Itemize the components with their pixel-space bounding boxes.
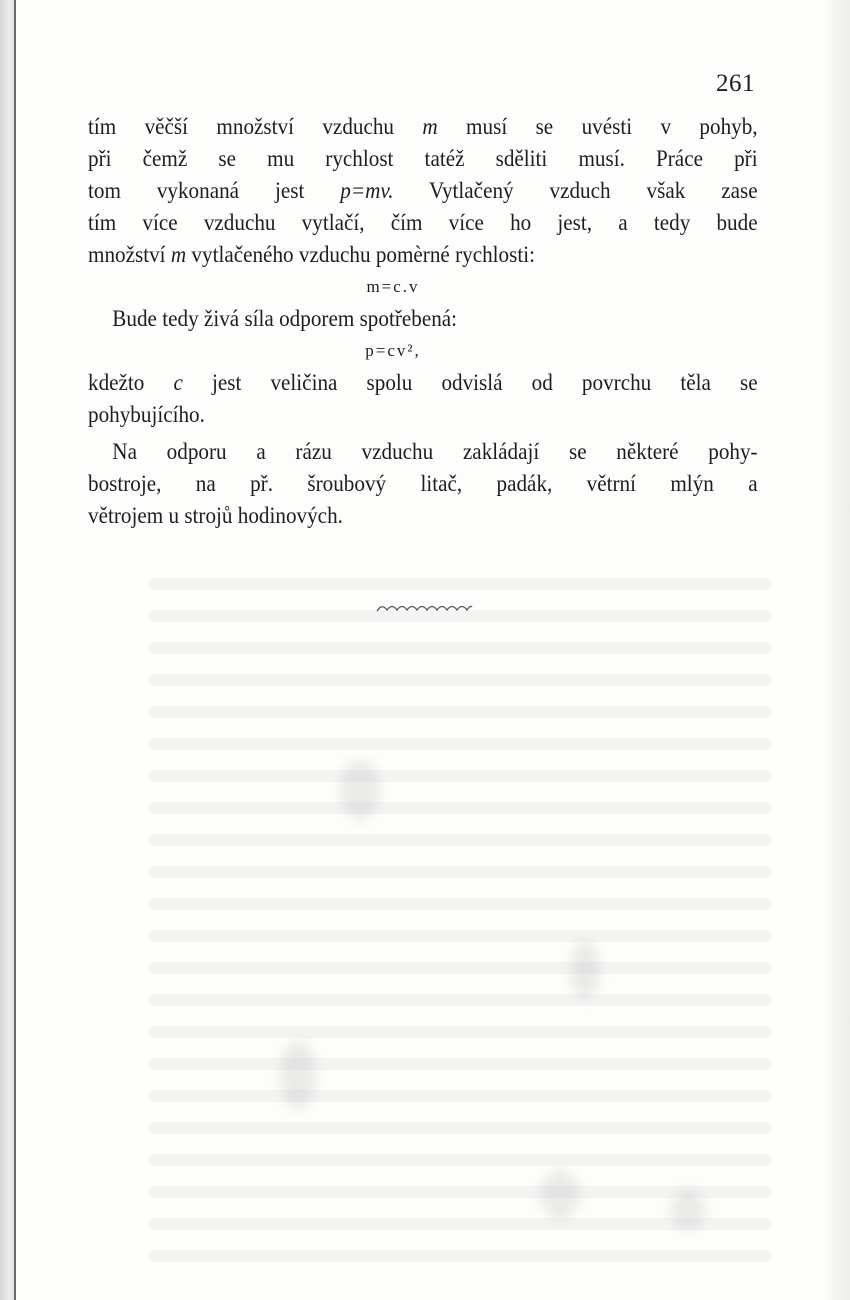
- paper-stain: [340, 760, 380, 820]
- body-text: [88, 111, 758, 532]
- text-line: Bude tedy živá síla odporem spotřebená:: [112, 306, 458, 332]
- paper-stain: [280, 1040, 316, 1110]
- text-line: větrojem u strojů hodinových.: [88, 503, 343, 529]
- text-line: pohybujícího.: [88, 402, 205, 428]
- page-number: 261: [716, 70, 755, 97]
- variable-c: c: [173, 370, 183, 396]
- text-line: množství m vytlačeného vzduchu pomèrné rychlosti:: [88, 242, 535, 268]
- text-line: tím více vzduchu vytlačí, čím více ho jest, a tedy bude: [88, 210, 758, 236]
- variable-m: m: [170, 242, 187, 268]
- paper-stain: [670, 1190, 706, 1230]
- text-line: kdežto c jest veličina spolu odvislá od povrchu těla se: [88, 370, 758, 396]
- text-line: tom vykonaná jest p=mv. Vytlačený vzduch však zase: [88, 178, 758, 204]
- wavy-line-divider-icon: [375, 598, 475, 618]
- paper-stain: [540, 1170, 580, 1220]
- paper-stain: [570, 940, 600, 1000]
- page-right-edge: [822, 0, 850, 1300]
- text-line: při čemž se mu rychlost tatéž sděliti musí. Práce při: [88, 146, 758, 172]
- display-formula: p=cv²,: [365, 341, 421, 360]
- display-formula: m=c.v: [366, 277, 420, 296]
- text-line: bostroje, na př. šroubový litač, padák, větrní mlýn a: [88, 471, 758, 497]
- text-line: tím věčší množství vzduchu m musí se uvésti v pohyb,: [88, 114, 758, 140]
- inline-formula: p=mv.: [340, 178, 394, 204]
- page-edge-line: [14, 0, 16, 1300]
- show-through-bleed: [150, 560, 770, 1280]
- variable-m: m: [422, 114, 438, 140]
- paragraph: [88, 436, 758, 532]
- text-line: Na odporu a rázu vzduchu zakládají se některé pohy-: [112, 439, 758, 465]
- page-gutter-shadow: [0, 0, 14, 1300]
